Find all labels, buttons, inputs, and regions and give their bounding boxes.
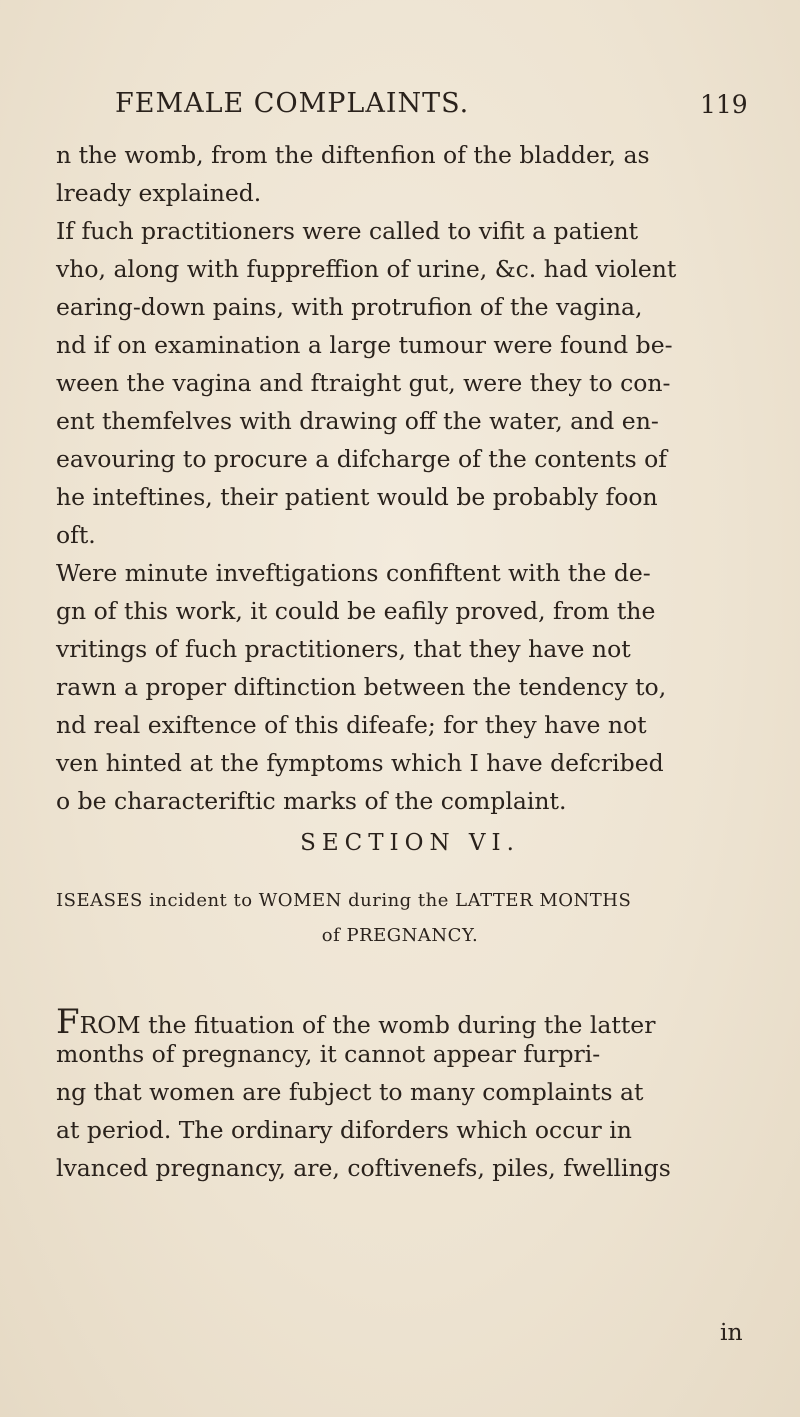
body-line: vho, along with fuppreffion of urine, &c. had violent bbox=[56, 255, 677, 283]
body-line: ween the vagina and ftraight gut, were they to con- bbox=[56, 369, 671, 397]
body-line: oft. bbox=[56, 521, 96, 549]
body-line: vritings of fuch practitioners, that they have not bbox=[56, 635, 631, 663]
body-line: n the womb, from the diftenfion of the bladder, as bbox=[56, 141, 650, 169]
body-line: rawn a proper diftinction between the tendency to, bbox=[56, 673, 667, 701]
body-line: If fuch practitioners were called to vifit a patient bbox=[56, 217, 639, 245]
section-subtitle: ISEASES incident to WOMEN during the LATTER MONTHS bbox=[56, 890, 632, 911]
body-line: he inteftines, their patient would be probably foon bbox=[56, 483, 658, 511]
section-heading: SECTION VI. bbox=[300, 830, 520, 856]
section-line-text: ROM the fituation of the womb during the latter bbox=[79, 1011, 656, 1039]
body-line: ent themfelves with drawing off the water, and en- bbox=[56, 407, 659, 435]
section-line bbox=[56, 1002, 656, 1042]
section-line: ng that women are fubject to many complaints at bbox=[56, 1078, 644, 1106]
body-line: eavouring to procure a difcharge of the contents of bbox=[56, 445, 667, 473]
body-line: nd real exiftence of this difeafe; for they have not bbox=[56, 711, 647, 739]
section-line: months of pregnancy, it cannot appear furpri- bbox=[56, 1040, 601, 1068]
drop-cap: F bbox=[56, 1002, 80, 1042]
body-line: nd if on examination a large tumour were found be- bbox=[56, 331, 673, 359]
body-line: gn of this work, it could be eafily proved, from the bbox=[56, 597, 656, 625]
catchword: in bbox=[720, 1318, 743, 1346]
body-line: Were minute inveftigations confiftent with the de- bbox=[56, 559, 651, 587]
page-number: 119 bbox=[700, 90, 748, 119]
body-line: o be characteriftic marks of the complaint. bbox=[56, 787, 567, 815]
running-head bbox=[0, 88, 800, 128]
section-line: lvanced pregnancy, are, coftivenefs, piles, fwellings bbox=[56, 1154, 671, 1182]
running-title: FEMALE COMPLAINTS. bbox=[115, 88, 470, 119]
body-line: lready explained. bbox=[56, 179, 262, 207]
body-line: earing-down pains, with protrufion of the vagina, bbox=[56, 293, 643, 321]
section-line: at period. The ordinary diforders which occur in bbox=[56, 1116, 632, 1144]
body-line: ven hinted at the fymptoms which I have defcribed bbox=[56, 749, 664, 777]
section-subtitle-continued: of PREGNANCY. bbox=[321, 925, 479, 946]
